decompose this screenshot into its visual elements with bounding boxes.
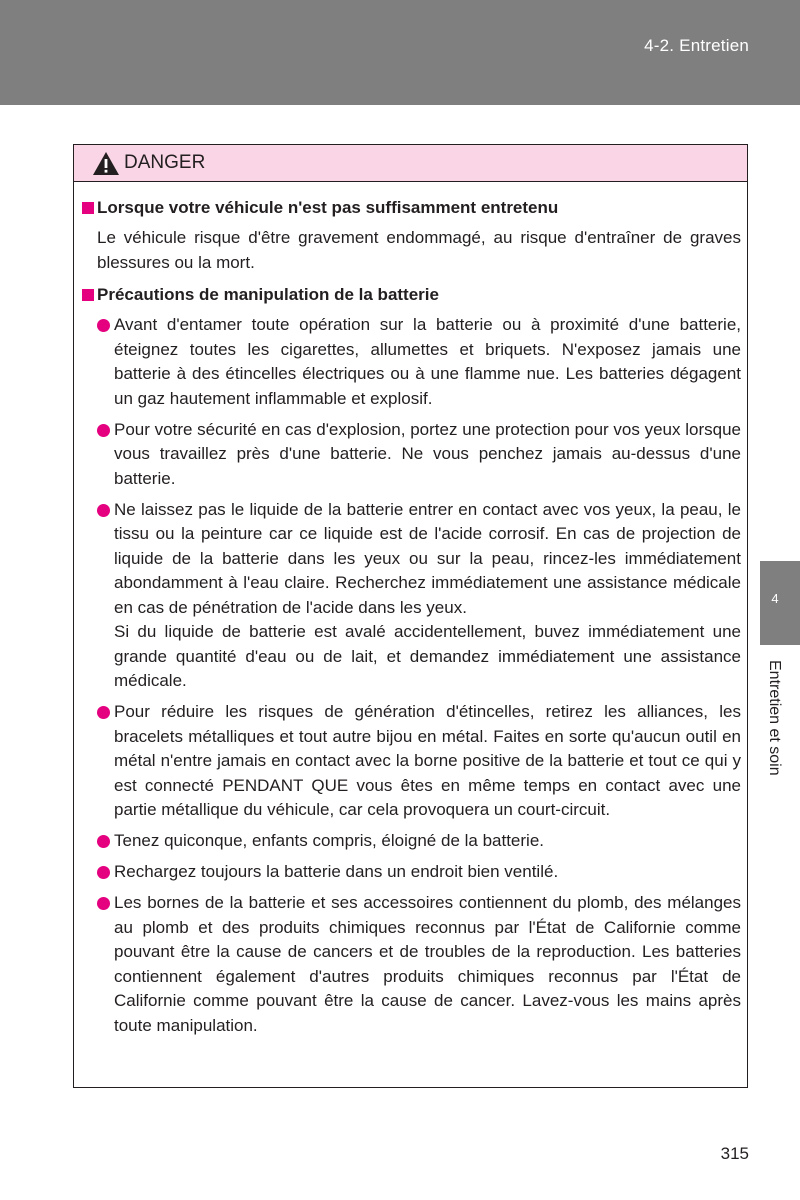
dot-bullet-icon bbox=[97, 424, 110, 437]
list-item bbox=[82, 498, 741, 694]
list-item bbox=[82, 313, 741, 411]
danger-content bbox=[74, 182, 747, 1038]
dot-bullet-icon bbox=[97, 897, 110, 910]
dot-bullet-icon bbox=[97, 504, 110, 517]
list-item-text: Tenez quiconque, enfants compris, éloigné de la batterie. bbox=[114, 831, 544, 850]
list-item-text: Pour votre sécurité en cas d'explosion, portez une protection pour vos yeux lorsque vous travaillez près d'une batterie. Ne vous penchez jamais au-dessus d'une batterie. bbox=[114, 419, 741, 488]
header-bar bbox=[0, 0, 800, 105]
list-item bbox=[82, 891, 741, 1038]
list-item-text: Pour réduire les risques de génération d'étincelles, retirez les alliances, les bracelets métalliques et tout autre bijou en métal. Faites en sorte qu'aucun outil en métal n'entre jamais en contact avec la borne positive de la batterie et tout ce qui y est connecté PENDANT QUE vous êtes en même temps en contact avec une partie métallique du véhicule, car cela provoquera un court-circuit. bbox=[114, 702, 741, 819]
chapter-number: 4 bbox=[771, 591, 779, 606]
dot-bullet-icon bbox=[97, 706, 110, 719]
section-heading-text: Lorsque votre véhicule n'est pas suffisamment entretenu bbox=[97, 198, 559, 217]
dot-bullet-icon bbox=[97, 319, 110, 332]
section-heading-battery bbox=[82, 283, 741, 307]
danger-title: DANGER bbox=[124, 152, 206, 173]
list-item-extra-text: Si du liquide de batterie est avalé accidentellement, buvez immédiatement une grande quantité d'eau ou de lait, et demandez immédiatement une assistance médicale. bbox=[114, 622, 741, 690]
list-item bbox=[82, 700, 741, 823]
battery-precautions-list bbox=[82, 313, 741, 1038]
square-bullet-icon bbox=[82, 289, 94, 301]
list-item bbox=[82, 418, 741, 492]
dot-bullet-icon bbox=[97, 835, 110, 848]
chapter-label: Entretien et soin bbox=[766, 660, 783, 776]
square-bullet-icon bbox=[82, 202, 94, 214]
maintenance-warning-text: Le véhicule risque d'être gravement endommagé, au risque d'entraîner de graves blessures ou la mort. bbox=[97, 228, 741, 272]
section-heading-maintenance bbox=[82, 196, 741, 220]
list-item-text: Ne laissez pas le liquide de la batterie entrer en contact avec vos yeux, la peau, le tissu ou la peinture car ce liquide est de l'acide corrosif. En cas de projection de liquide de la batterie dans les yeux ou sur la peau, rincez-les immédiatement abondamment à l'eau claire. Recherchez immédiatement une assistance médicale en cas de pénétration de l'acide dans les yeux. bbox=[114, 499, 741, 617]
list-item-text: Rechargez toujours la batterie dans un endroit bien ventilé. bbox=[114, 862, 559, 881]
list-item bbox=[82, 860, 741, 885]
list-item bbox=[82, 829, 741, 854]
chapter-tab bbox=[760, 561, 800, 645]
list-item-text: Avant d'entamer toute opération sur la batterie ou à proximité d'une batterie, éteignez toutes les cigarettes, allumettes et briquets. N'exposez jamais une batterie à des étincelles électriques ou à une flamme nue. Les batteries dégagent un gaz hautement inflammable et explosif. bbox=[114, 315, 741, 408]
list-item-text: Les bornes de la batterie et ses accessoires contiennent du plomb, des mélanges au plomb et des produits chimiques reconnus par l'État de Californie comme pouvant être la cause de cancers et de troubles de la reproduction. Les batteries contiennent également d'autres produits chimiques reconnus par l'État de Californie comme pouvant être la cause de cancer. Lavez-vous les mains après toute manipulation. bbox=[114, 893, 741, 1035]
page-number: 315 bbox=[720, 1144, 749, 1163]
danger-box bbox=[73, 144, 748, 1088]
section-title: 4-2. Entretien bbox=[644, 36, 749, 55]
dot-bullet-icon bbox=[97, 866, 110, 879]
warning-triangle-icon bbox=[92, 151, 120, 176]
danger-header bbox=[74, 145, 747, 182]
section-heading-text: Précautions de manipulation de la batterie bbox=[97, 285, 439, 304]
